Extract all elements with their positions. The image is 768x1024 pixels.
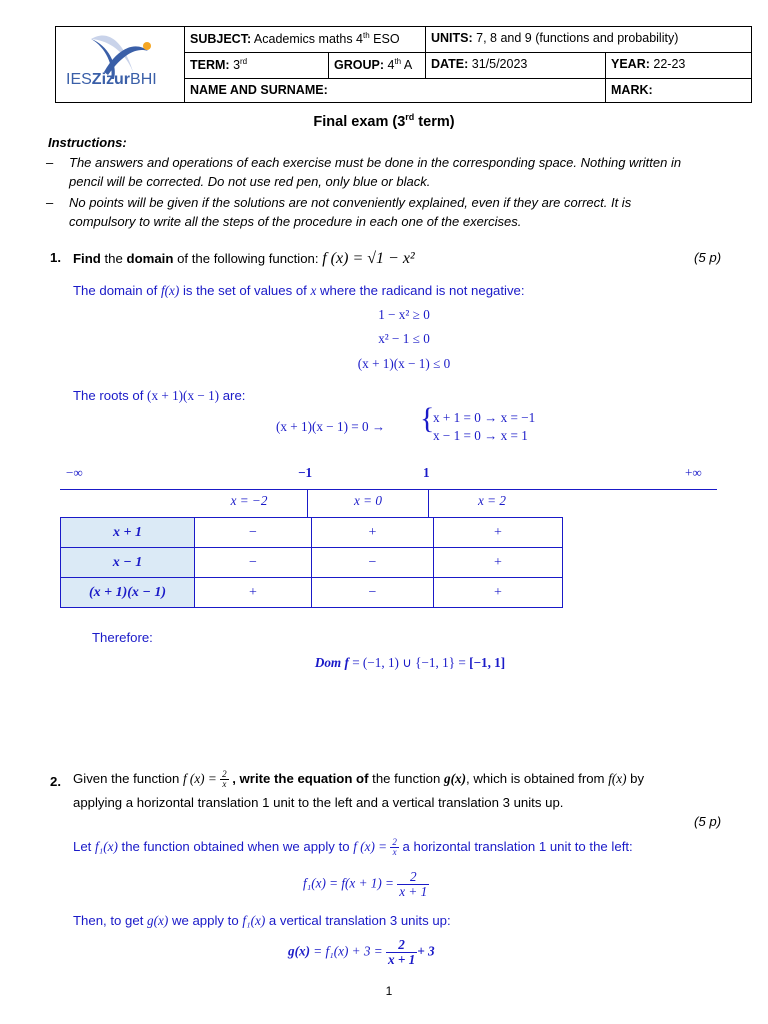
school-logo [56, 27, 184, 102]
sign-cell: − [195, 518, 312, 548]
q1-therefore: Therefore: [92, 630, 153, 645]
q2-statement-line-2: applying a horizontal translation 1 unit to the left and a vertical translation 3 units up. [73, 795, 564, 810]
q1-points: (5 p) [694, 250, 722, 265]
instructions-heading: Instructions: [48, 135, 127, 150]
instruction-2-line-2: compulsory to write all the steps of the procedure in each one of the exercises. [69, 214, 522, 229]
q1-domain-result: Dom f = (−1, 1) ∪ {−1, 1} = [−1, 1] [314, 655, 506, 670]
q2-solution-line-1: Let f₁(x) the function obtained when we apply to f (x) = $\frac{2}{x}$ a horizontal translation 1 unit to the left: [73, 837, 633, 857]
q2-equation-2: g(x) = f₁(x) + 3 = $\frac{2}{x + 1}$ + 3 [288, 937, 435, 967]
q1-inequality-1: 1 − x² ≥ 0 [378, 307, 430, 322]
instruction-1-line-2: pencil will be corrected. Do not use red pen, only blue or black. [69, 174, 431, 189]
sign-cell: + [434, 518, 563, 548]
q1-root-case-2: x − 1 = 0 → x = 1 [433, 428, 528, 443]
year-cell: YEAR: 22-23 [605, 53, 751, 78]
test-point-3: x = 2 [478, 493, 506, 508]
sign-cell: + [312, 518, 434, 548]
sign-cell: − [195, 548, 312, 578]
q1-brace: { [420, 402, 435, 435]
row-label: x − 1 [61, 548, 195, 578]
q1-inequality-3: (x + 1)(x − 1) ≤ 0 [357, 356, 451, 371]
q1-number: 1. [50, 250, 61, 265]
group-cell: GROUP: 4th A [328, 53, 425, 78]
axis-one: 1 [423, 465, 430, 480]
sign-table [60, 517, 563, 608]
row-label: x + 1 [61, 518, 195, 548]
row-label: (x + 1)(x − 1) [61, 578, 195, 608]
table-row [61, 578, 563, 608]
sign-cell: − [312, 548, 434, 578]
table-row [61, 548, 563, 578]
bullet-dash: – [46, 155, 54, 170]
q2-number: 2. [50, 774, 61, 789]
q1-root-case-1: x + 1 = 0 → x = −1 [433, 410, 536, 425]
mark-cell: MARK: [605, 79, 751, 102]
logo-text: IESZizurBHI [66, 71, 157, 88]
bullet-dash: – [46, 195, 54, 210]
name-cell: NAME AND SURNAME: [184, 79, 605, 102]
subject-cell: SUBJECT: Academics maths 4th ESO [184, 27, 425, 52]
date-cell: DATE: 31/5/2023 [425, 53, 605, 78]
instruction-1-line-1: The answers and operations of each exercise must be done in the corresponding space. Nothing written in [69, 155, 682, 170]
sign-cell: − [312, 578, 434, 608]
q2-points: (5 p) [694, 814, 722, 829]
q2-solution-line-2: Then, to get g(x) we apply to f₁(x) a vertical translation 3 units up: [73, 913, 451, 928]
test-point-1: x = −2 [230, 493, 268, 508]
sign-cell: + [434, 548, 563, 578]
axis-neg-infinity: −∞ [66, 465, 83, 480]
table-row [61, 518, 563, 548]
q1-statement: Find the domain of the following function: f (x) = √1 − x² [73, 250, 415, 267]
sign-cell: + [434, 578, 563, 608]
sign-cell: + [195, 578, 312, 608]
q1-solution-intro: The domain of f(x) is the set of values of x where the radicand is not negative: [73, 283, 525, 298]
instruction-2-line-1: No points will be given if the solutions are not conveniently explained, even if they are correct. It is [69, 195, 632, 210]
exam-header-table [55, 26, 752, 103]
test-point-2: x = 0 [354, 493, 382, 508]
term-cell: TERM: 3rd [184, 53, 328, 78]
q1-inequality-2: x² − 1 ≤ 0 [378, 331, 430, 346]
number-line [60, 489, 717, 490]
axis-minus-one: −1 [298, 465, 313, 480]
logo-swoosh-icon [56, 27, 184, 102]
axis-pos-infinity: +∞ [685, 465, 702, 480]
page-number: 1 [385, 984, 393, 998]
q2-statement-line-1: Given the function f (x) = $\frac{2}{x}$ , write the equation of the function g(x), which is obtained from f(x) by [73, 769, 645, 789]
exam-title: Final exam (3rd term) [313, 112, 455, 130]
q1-roots-intro: The roots of (x + 1)(x − 1) are: [73, 388, 246, 403]
units-cell: UNITS: 7, 8 and 9 (functions and probability) [425, 27, 751, 52]
q2-equation-1: f₁(x) = f(x + 1) = $\frac{2}{x + 1}$ [303, 869, 428, 899]
q1-roots-equation: (x + 1)(x − 1) = 0 → [276, 419, 386, 434]
